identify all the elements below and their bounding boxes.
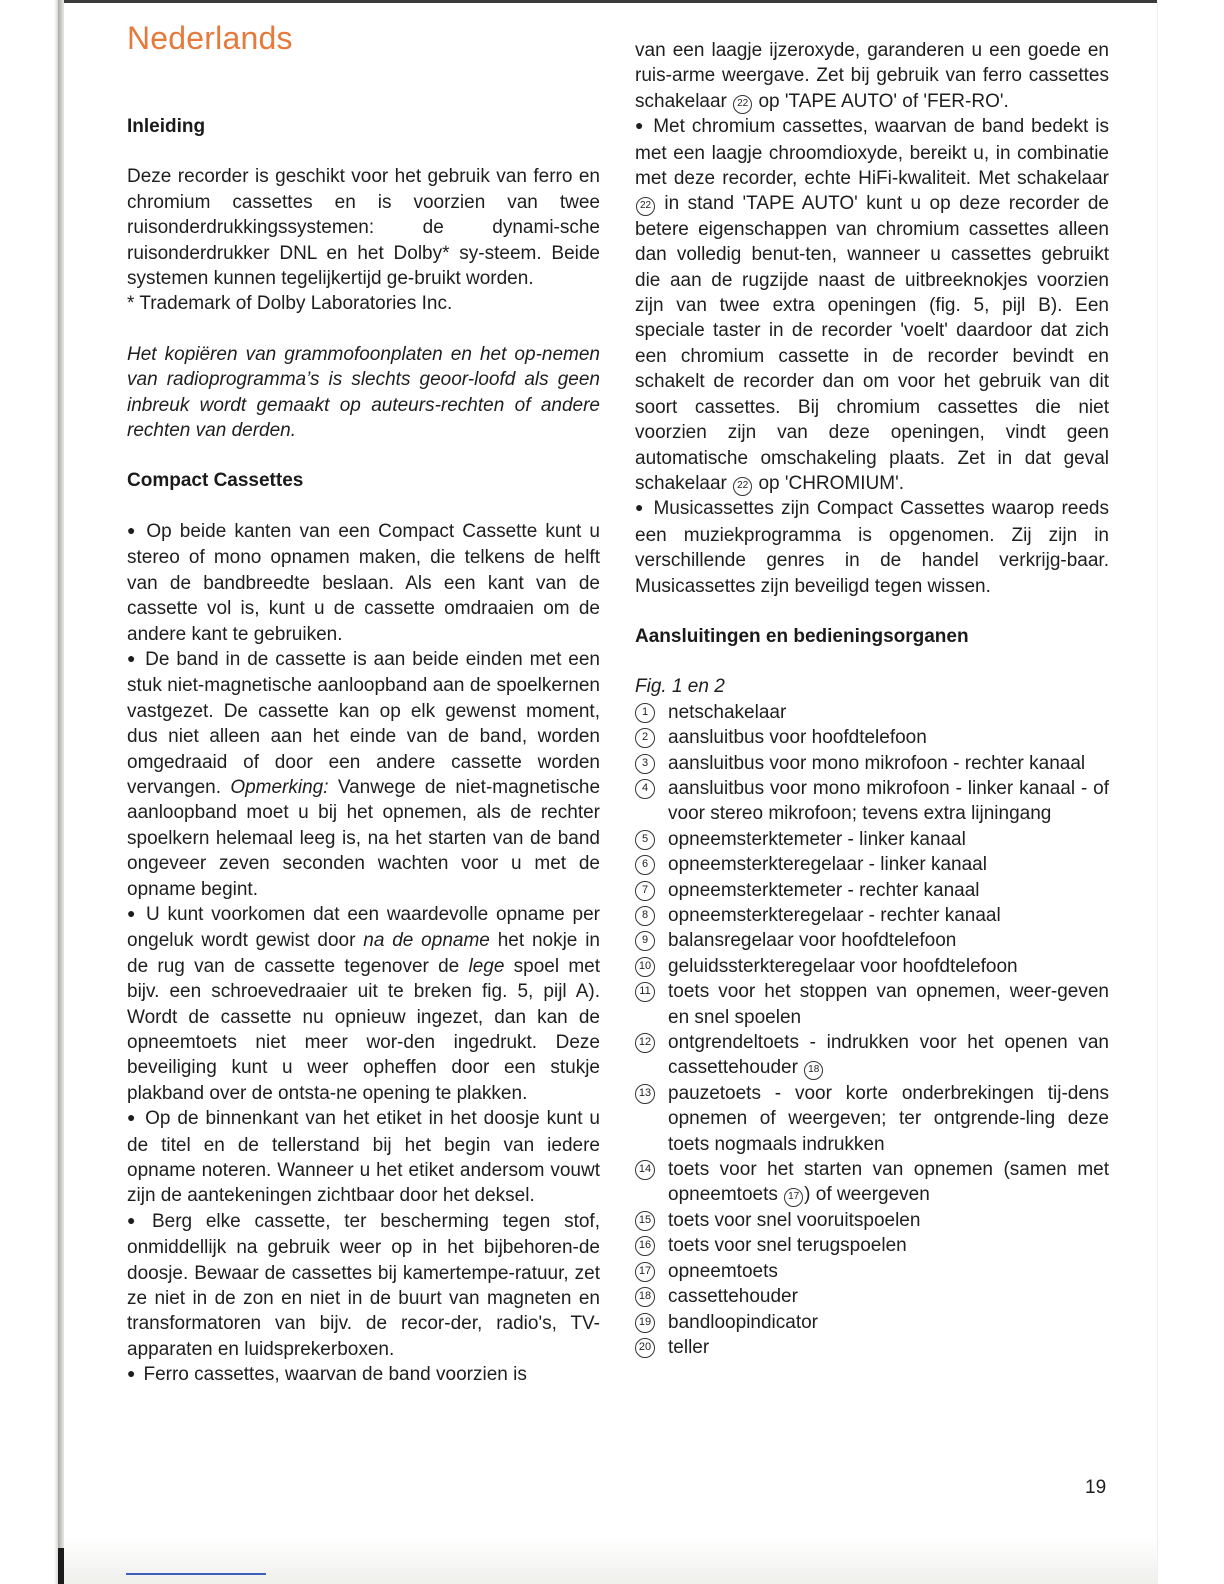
legend-number-icon: 14 <box>635 1160 655 1180</box>
cassette-bullet-4: ● Op de binnenkant van het etiket in het doosje kunt u de titel en de tellerstand bij het begin van iedere opname noteren. Wanneer u het etiket andersom vouwt zijn de aantekeningen zichtbaar door het deksel. <box>127 1106 600 1209</box>
legend-item <box>635 1335 1109 1360</box>
legend-item <box>635 700 1109 725</box>
spacer <box>635 649 1109 674</box>
legend-text: opneemsterktemeter - rechter kanaal <box>668 879 980 901</box>
ferro-text-b: op 'TAPE AUTO' of 'FER-RO'. <box>758 90 1009 112</box>
legend-number-icon: 19 <box>635 1313 655 1333</box>
legend-number-icon: 6 <box>635 855 655 875</box>
legend-text: aansluitbus voor hoofdtelefoon <box>668 727 927 749</box>
legend-item <box>635 1157 1109 1208</box>
legend-text: toets voor snel vooruitspoelen <box>668 1209 921 1231</box>
chromium-text-b: in stand 'TAPE AUTO' kunt u op deze recorder de betere eigenschappen van chromium cassettes alleen dan volledig benut-ten, wanneer u cassettes gebruikt die aan de rugzijde naast de uitbreeknokjes voorzien zijn van twee extra openingen (fig. 5, pijl B). Een speciale taster in de recorder 'voelt' daardoor dat zich een chromium cassette in de recorder bevindt en schakelt de recorder dan om voor het gebruik van dit soort cassettes. Bij chromium cassettes die niet voorzien zijn van deze openingen, vindt geen automatische omschakeling plaats. Zet in dat geval schakelaar <box>635 193 1109 494</box>
page-number: 19 <box>1085 1477 1107 1498</box>
legend-item <box>635 1208 1109 1233</box>
legend-number-icon: 12 <box>635 1033 655 1053</box>
legend-number-icon: 3 <box>635 754 655 774</box>
figure-caption: Fig. 1 en 2 <box>635 676 725 698</box>
cassette-bullet-3 <box>127 902 600 1106</box>
legend-text: opneemsterkteregelaar - rechter kanaal <box>668 905 1001 926</box>
legend-item <box>635 1259 1109 1284</box>
legend-item <box>635 979 1109 1030</box>
cassette-bullet-1: ● Op beide kanten van een Compact Cassette kunt u stereo of mono opnamen maken, die telkens de helft van de bandbreedte beslaan. Als een kant van de cassette vol is, kunt u de cassette omdraaien om de andere kant te gebruiken. <box>127 519 600 647</box>
heading-compact-cassettes: Compact Cassettes <box>127 470 304 492</box>
spacer <box>127 494 600 519</box>
legend-item <box>635 827 1109 852</box>
inleiding-paragraph: Deze recorder is geschikt voor het gebruik van ferro en chromium cassettes en is voorzien van twee ruisonderdrukkingssystemen: de dynami-sche ruisonderdrukker DNL en het Dolby* sy-steem. Beide systemen kunnen tegelijkertijd ge-bruikt worden. <box>127 166 600 290</box>
legend-text: toets voor het stoppen van opnemen, weer-geven en snel spoelen <box>668 981 1109 1028</box>
legend-text-tail: ) of weergeven <box>804 1184 930 1206</box>
legend-text: netschakelaar <box>668 701 787 723</box>
legend-item <box>635 751 1109 776</box>
controls-legend <box>635 700 1109 1361</box>
legend-text: aansluitbus voor mono mikrofoon - rechter kanaal <box>668 752 1086 774</box>
bottom-link-underline <box>126 1573 266 1575</box>
legend-number-icon: 17 <box>635 1262 655 1282</box>
legend-text: opneemtoets <box>668 1260 778 1282</box>
legend-text: opneemsterkteregelaar - linker kanaal <box>668 854 987 876</box>
cassette-bullet-5: ● Berg elke cassette, ter bescherming tegen stof, onmiddellijk na gebruik weer op in het bijbehoren-de doosje. Bewaar de cassettes bij kamertempe-ratuur, zet ze niet in de zon en niet in de buurt van magneten en transformatoren van bijv. de recor-der, radio's, TV-apparaten en luidsprekerboxen. <box>127 1209 600 1362</box>
legend-item <box>635 903 1109 928</box>
legend-number-icon: 20 <box>635 1338 655 1358</box>
legend-item <box>635 1233 1109 1258</box>
bullet-3-emphasis-2: lege <box>468 955 505 977</box>
legend-item <box>635 852 1109 877</box>
cassette-bullet-6: ● Ferro cassettes, waarvan de band voorzien is <box>127 1362 600 1388</box>
legend-text: cassettehouder <box>668 1286 798 1308</box>
legend-item <box>635 1030 1109 1081</box>
bullet-3-text-b: het nokje in de rug van de cassette tegenover de <box>127 930 600 977</box>
legend-item <box>635 776 1109 827</box>
legend-number-icon: 9 <box>635 931 655 951</box>
remark-label: Opmerking: <box>230 776 329 798</box>
legend-number-icon: 8 <box>635 906 655 926</box>
legend-number-icon: 18 <box>635 1287 655 1307</box>
left-column <box>127 0 600 1389</box>
legend-number-icon: 10 <box>635 957 655 977</box>
legend-number-icon: 4 <box>635 779 655 799</box>
legend-number-icon: 16 <box>635 1236 655 1256</box>
remark-text: Vanwege de niet-magnetische aanloopband moet u bij het opnemen, als de rechter spoelkern helemaal leeg is, na het starten van de band ongeveer zeven seconden wachten voor u met de opname begint. <box>127 776 601 900</box>
page-bottom-shadow <box>64 1538 1158 1584</box>
legend-item <box>635 1081 1109 1157</box>
legend-text: teller <box>668 1336 710 1358</box>
page-margin-left <box>0 0 58 1584</box>
bullet-3-text-c: spoel met bijv. een schroevedraaier uit te breken fig. 5, pijl A). Wordt de cassette nu opnieuw ingezet, dan kan de opneemtoets niet meer wor-den ingedrukt. Deze beveiliging kunt u weer opheffen door een stukje plakband over de ontsta-ne opening te plakken. <box>127 955 601 1104</box>
page-margin-right <box>1157 0 1224 1584</box>
page-title: Nederlands <box>127 20 293 56</box>
ref-22-icon: 22 <box>733 477 752 496</box>
heading-inleiding: Inleiding <box>127 116 206 137</box>
legend-text: geluidssterkteregelaar voor hoofdtelefoon <box>668 955 1018 977</box>
bullet-3-text-a: U kunt voorkomen dat een waardevolle opname per ongeluk wordt gewist door <box>127 903 600 952</box>
page-binding-shadow <box>58 0 64 1584</box>
ref-18-icon: 18 <box>804 1061 823 1080</box>
spacer-title <box>127 0 600 114</box>
bullet-3-emphasis-1: na de opname <box>363 930 490 952</box>
legend-number-icon: 1 <box>635 703 655 723</box>
legend-text: toets voor snel terugspoelen <box>668 1235 907 1257</box>
musicassettes-bullet: ● Musicassettes zijn Compact Cassettes waarop reeds een muziekprogramma is opgenomen. Zij zijn in verschillende genres in de handel verkrijg-baar. Musicassettes zijn beveiligd tegen wissen. <box>635 496 1109 599</box>
spacer <box>635 599 1109 624</box>
spacer <box>127 139 600 164</box>
legend-number-icon: 7 <box>635 881 655 901</box>
legend-item <box>635 928 1109 953</box>
legend-text: aansluitbus voor mono mikrofoon - linker kanaal - of voor stereo mikrofoon; tevens extra lijningang <box>668 777 1109 825</box>
heading-controls: Aansluitingen en bedieningsorganen <box>635 625 969 647</box>
legend-text: balansregelaar voor hoofdtelefoon <box>668 930 957 952</box>
legend-text: toets voor het starten van opnemen (samen met opneemtoets <box>668 1159 1109 1206</box>
legend-item <box>635 1310 1109 1335</box>
ref-17-icon: 17 <box>784 1188 803 1207</box>
legend-text: ontgrendeltoets - indrukken voor het openen van cassettehouder <box>668 1032 1109 1079</box>
legend-number-icon: 13 <box>635 1084 655 1104</box>
chromium-text-c: op 'CHROMIUM'. <box>758 472 904 494</box>
ref-22-icon: 22 <box>636 197 655 216</box>
chromium-text-a: Met chromium cassettes, waarvan de band bedekt is met een laagje chroomdioxyde, bereikt u, in combinatie met deze recorder, echte HiFi-kwaliteit. Met schakelaar <box>635 116 1109 190</box>
legend-item <box>635 878 1109 903</box>
ref-22-icon: 22 <box>733 95 752 114</box>
copyright-note: Het kopiëren van grammofoonplaten en het op-nemen van radioprogramma’s is slechts geoor-loofd als geen inbreuk wordt gemaakt op auteurs-rechten of andere rechten van derden. <box>127 343 600 442</box>
spacer <box>127 443 600 468</box>
legend-number-icon: 2 <box>635 728 655 748</box>
legend-text: bandloopindicator <box>668 1311 819 1333</box>
bullet-2-text: De band in de cassette is aan beide einden met een stuk niet-magnetische aanloopband aan de spoelkernen vastgezet. De cassette kan op elk gewenst moment, dus niet alleen aan het einde van de band, worden omgedraaid of door een andere cassette worden vervangen. <box>127 648 600 798</box>
legend-number-icon: 5 <box>635 830 655 850</box>
chromium-bullet <box>635 114 1109 496</box>
legend-text: opneemsterktemeter - linker kanaal <box>668 828 966 850</box>
legend-item <box>635 725 1109 750</box>
ferro-text-a: van een laagje ijzeroxyde, garanderen u een goede en ruis-arme weergave. Zet bij gebruik van ferro cassettes schakelaar <box>635 40 1109 112</box>
legend-text: pauzetoets - voor korte onderbrekingen tij-dens opnemen of weergeven; ter ontgrende-ling deze toets nogmaals indrukken <box>668 1082 1109 1155</box>
trademark-note: * Trademark of Dolby Laboratories Inc. <box>127 293 453 315</box>
legend-item <box>635 1284 1109 1309</box>
right-column <box>635 38 1109 1360</box>
legend-number-icon: 15 <box>635 1211 655 1231</box>
legend-number-icon: 11 <box>635 982 655 1002</box>
ferro-continuation <box>635 38 1109 114</box>
spacer <box>127 317 600 342</box>
legend-item <box>635 954 1109 979</box>
cassette-bullet-2 <box>127 647 600 902</box>
